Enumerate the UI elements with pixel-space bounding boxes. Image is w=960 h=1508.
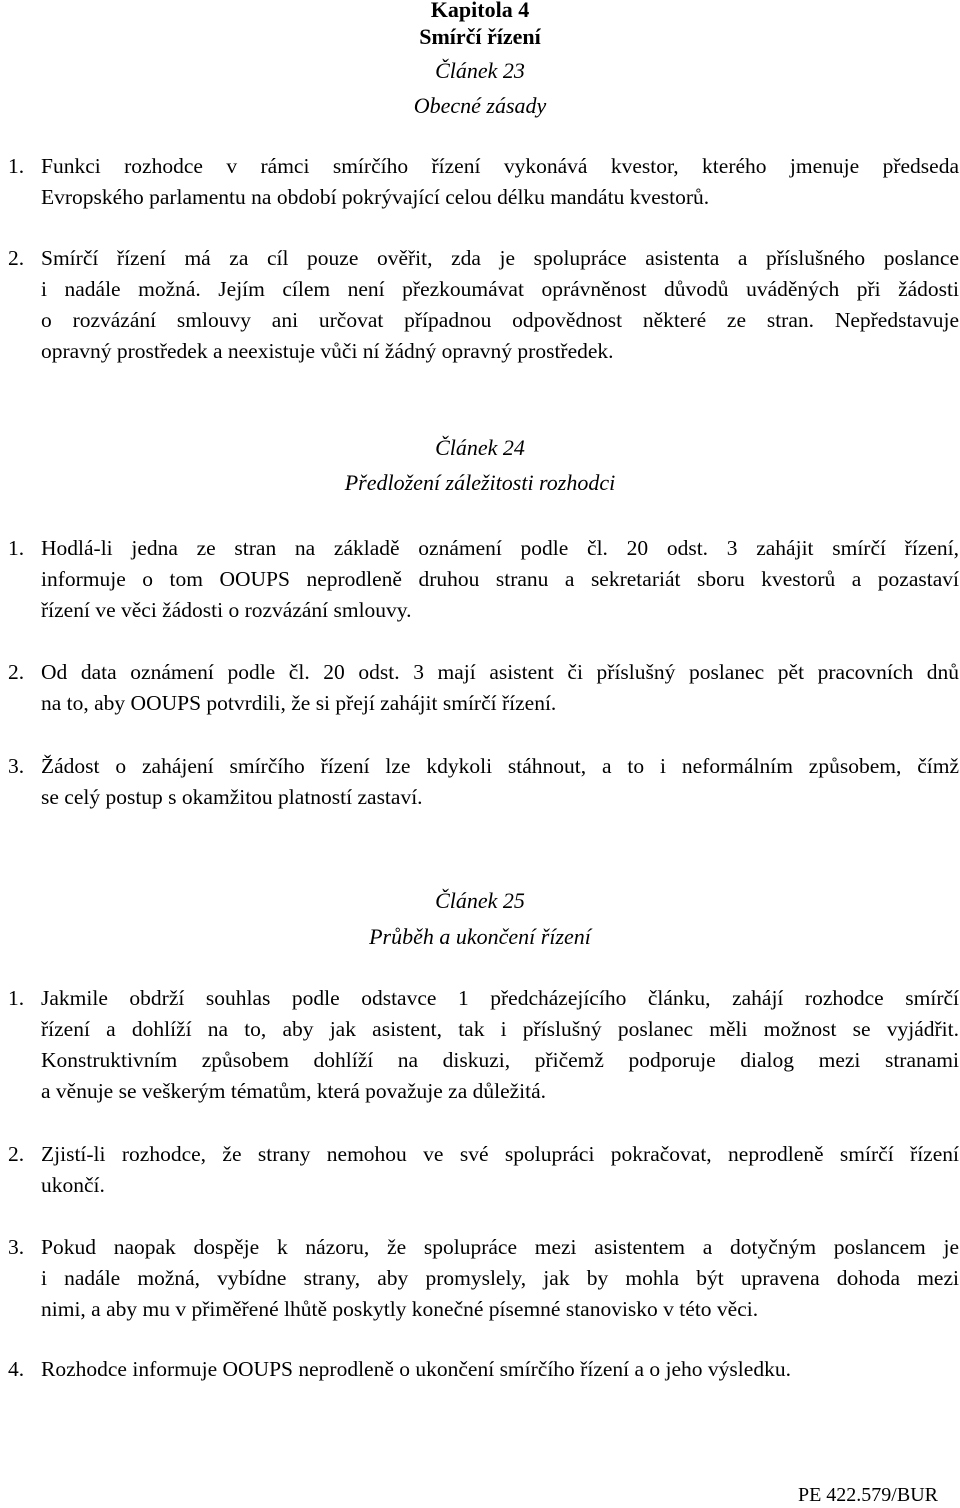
text-line: Funkci rozhodce v rámci smírčího řízení vykonává kvestor, kterého jmenuje předseda [41,154,959,178]
chapter-number: Kapitola 4 [430,0,530,22]
text-line: na to, aby OOUPS potvrdili, že si přejí zahájit smírčí řízení. [41,691,557,715]
paragraph-text [41,1232,959,1325]
text-line: a věnuje se veškerým tématům, která považuje za důležitá. [41,1079,547,1103]
paragraph-number: 3. [8,1235,25,1259]
text-line: Pokud naopak dospěje k názoru, že spolupráce mezi asistentem a dotyčným poslancem je [41,1235,959,1259]
chapter-title: Smírčí řízení [419,24,541,49]
article-25-title: Průběh a ukončení řízení [369,924,591,949]
paragraph-text [41,243,959,367]
text-line: Konstruktivním způsobem dohlíží na diskuzi, přičemž podporuje dialog mezi stranami [41,1048,959,1072]
text-line: Od data oznámení podle čl. 20 odst. 3 mají asistent či příslušný poslanec pět pracovních dnů [41,660,959,684]
paragraph-text [41,751,959,813]
text-line: ukončí. [41,1173,105,1197]
paragraph-number: 3. [8,754,25,778]
text-line: Evropského parlamentu na období pokrývající celou délku mandátu kvestorů. [41,185,710,209]
article-23-heading: Článek 23 [435,58,525,83]
text-line: opravný prostředek a neexistuje vůči ní žádný opravný prostředek. [41,339,614,363]
paragraph-number: 1. [8,986,25,1010]
paragraph-text [41,533,959,626]
article-24-heading: Článek 24 [435,435,525,460]
document-reference: PE 422.579/BUR [797,1484,938,1506]
text-line: řízení a dohlíží na to, aby jak asistent, tak i příslušný poslanec měli možnost se vyjádřit. [41,1017,959,1041]
paragraph-number: 1. [8,536,25,560]
paragraph-number: 2. [8,660,25,684]
text-line: Smírčí řízení má za cíl pouze ověřit, zda je spolupráce asistenta a příslušného poslance [41,246,959,270]
text-line: Rozhodce informuje OOUPS neprodleně o ukončení smírčího řízení a o jeho výsledku. [41,1357,791,1381]
text-line: informuje o tom OOUPS neprodleně druhou stranu a sekretariát sboru kvestorů a pozastaví [41,567,959,591]
text-line: i nadále možná, vybídne strany, aby promyslely, jak by mohla být upravena dohoda mezi [41,1266,959,1290]
paragraph-number: 2. [8,1142,25,1166]
text-line: Hodlá-li jedna ze stran na základě oznámení podle čl. 20 odst. 3 zahájit smírčí řízení, [41,536,959,560]
article-24-title: Předložení záležitosti rozhodci [344,470,616,495]
paragraph-number: 1. [8,154,25,178]
text-line: Jakmile obdrží souhlas podle odstavce 1 předcházejícího článku, zahájí rozhodce smírčí [41,986,959,1010]
text-line: se celý postup s okamžitou platností zastaví. [41,785,423,809]
text-line: Žádost o zahájení smírčího řízení lze kdykoli stáhnout, a to i neformálním způsobem, čímž [41,754,959,778]
paragraph-number: 4. [8,1357,25,1381]
text-line: nimi, a aby mu v přiměřené lhůtě poskytly konečné písemné stanovisko v této věci. [41,1297,759,1321]
paragraph-number: 2. [8,246,25,270]
paragraph-text [41,983,959,1107]
text-line: řízení ve věci žádosti o rozvázání smlouvy. [41,598,412,622]
paragraph-text [41,151,959,213]
paragraph-text [41,657,959,719]
article-23-title: Obecné zásady [413,93,547,118]
text-line: i nadále možná. Jejím cílem není přezkoumávat oprávněnost důvodů uváděných při žádosti [41,277,959,301]
text-line: Zjistí-li rozhodce, že strany nemohou ve své spolupráci pokračovat, neprodleně smírčí řízení [41,1142,959,1166]
article-25-heading: Článek 25 [435,888,525,913]
paragraph-text [41,1354,959,1385]
paragraph-text [41,1139,959,1201]
text-line: o rozvázání smlouvy ani určovat případnou odpovědnost některé ze stran. Nepředstavuje [41,308,959,332]
